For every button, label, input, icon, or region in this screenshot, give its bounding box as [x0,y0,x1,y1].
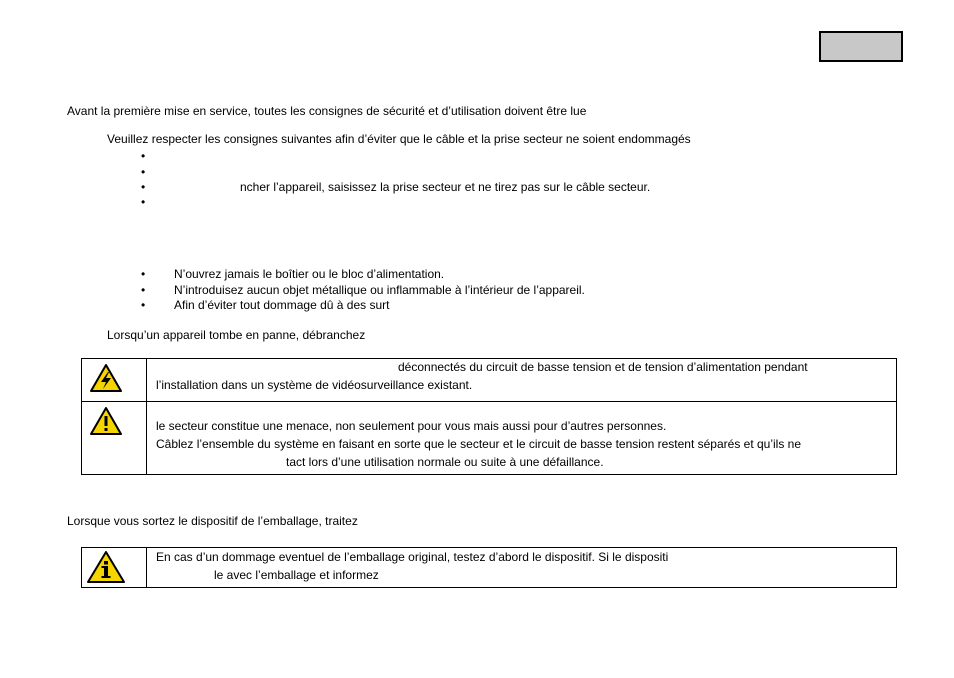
housing-bullet-1: N’ouvrez jamais le boîtier ou le bloc d’alimentation. [174,267,445,281]
power-intro: Veuillez respecter les consignes suivantes afin d’éviter que le câble et la prise secteur ne soient endommagés [107,132,691,146]
warning-text: déconnectés du circuit de basse tension et de tension d’alimentation pendant [398,360,808,374]
bullet-marker: • [141,195,146,209]
warning-row-mains [82,401,896,475]
failure-paragraph: Lorsqu’un appareil tombe en panne, débranchez [107,328,366,342]
warning-table [81,358,897,475]
bullet-marker: • [141,283,146,297]
housing-bullet-3: Afin d’éviter tout dommage dû à des surt [174,298,390,312]
info-text: En cas d’un dommage eventuel de l’emballage original, testez d’abord le dispositif. Si le dispositi [156,550,669,564]
language-tab [819,31,903,62]
lightning-warning-icon [89,363,123,393]
housing-bullet-2: N’introduisez aucun objet métallique ou inflammable à l’intérieur de l’appareil. [174,283,585,297]
exclamation-warning-icon [89,406,123,436]
warning-text: tact lors d’une utilisation normale ou suite à une défaillance. [286,455,604,469]
warning-icon-cell [82,402,147,475]
warning-text: l’installation dans un système de vidéosurveillance existant. [156,378,473,392]
power-bullet-3: ncher l’appareil, saisissez la prise secteur et ne tirez pas sur le câble secteur. [240,180,651,194]
info-row [82,548,896,587]
bullet-marker: • [141,298,146,312]
warning-row-electric [82,359,896,401]
bullet-marker: • [141,180,146,194]
warning-text: le secteur constitue une menace, non seulement pour vous mais aussi pour d’autres personnes. [156,419,667,433]
bullet-marker: • [141,165,146,179]
info-warning-icon [86,550,126,584]
info-icon-cell [82,548,147,587]
warning-icon-cell [82,359,147,401]
bullet-marker: • [141,149,146,163]
intro-paragraph: Avant la première mise en service, toutes les consignes de sécurité et d’utilisation doivent être lue [67,104,587,118]
warning-text: Câblez l’ensemble du système en faisant en sorte que le secteur et le circuit de basse tension restent séparés et qu’ils ne [156,437,802,451]
unpacking-paragraph: Lorsque vous sortez le dispositif de l’emballage, traitez [67,514,358,528]
bullet-marker: • [141,267,146,281]
info-text: le avec l’emballage et informez [214,568,379,582]
info-table [81,547,897,588]
